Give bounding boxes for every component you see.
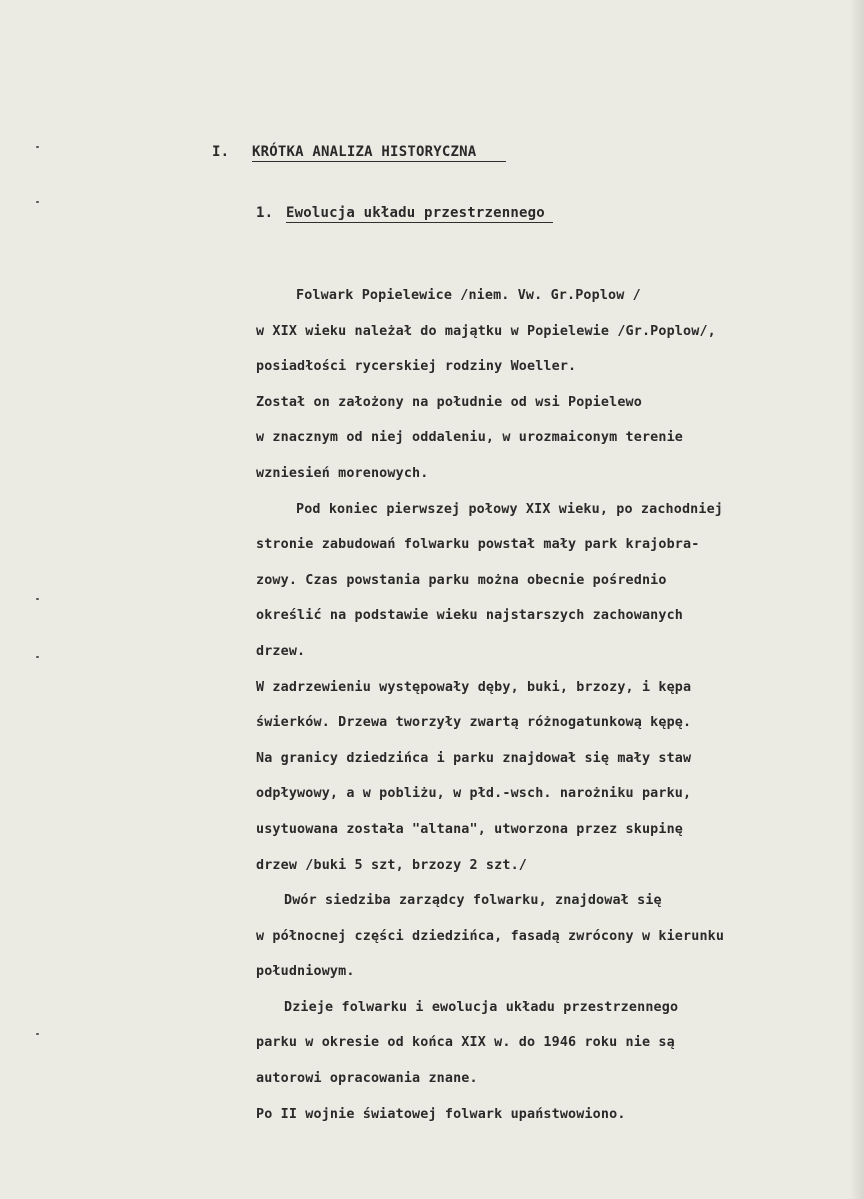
text-line: Dzieje folwarku i ewolucja układu przestrzennego <box>284 999 679 1015</box>
margin-mark <box>36 1033 39 1035</box>
text-line: W zadrzewieniu występowały dęby, buki, brzozy, i kępa <box>256 679 692 695</box>
text-line: w XIX wieku należał do majątku w Popielewie /Gr.Poplow/, <box>256 323 716 339</box>
subsection-heading <box>256 205 553 221</box>
body-text <box>256 278 856 1132</box>
text-line: określić na podstawie wieku najstarszych zachowanych <box>256 608 684 624</box>
margin-mark <box>36 598 39 600</box>
text-line: Został on założony na południe od wsi Popielewo <box>256 394 642 410</box>
text-line: Pod koniec pierwszej połowy XIX wieku, po zachodniej <box>296 501 724 517</box>
text-line: zowy. Czas powstania parku można obecnie pośrednio <box>256 572 667 588</box>
text-line: drzew /buki 5 szt, brzozy 2 szt./ <box>256 857 527 873</box>
text-line: w północnej części dziedzińca, fasadą zwrócony w kierunku <box>256 928 725 944</box>
text-line: stronie zabudowań folwarku powstał mały park krajobra- <box>256 537 700 553</box>
text-line: posiadłości rycerskiej rodziny Woeller. <box>256 359 577 375</box>
text-line: parku w okresie od końca XIX w. do 1946 roku nie są <box>256 1035 675 1051</box>
section-number: I. <box>212 144 230 160</box>
subsection-number: 1. <box>256 205 274 221</box>
section-heading <box>212 144 506 160</box>
text-line: wzniesień morenowych. <box>256 465 429 481</box>
text-line: drzew. <box>256 643 306 659</box>
text-line: południowym. <box>256 964 355 980</box>
text-line: usytuowana została "altana", utworzona przez skupinę <box>256 821 684 837</box>
margin-mark <box>36 656 39 658</box>
subsection-title: Ewolucja układu przestrzennego <box>286 205 553 223</box>
text-line: odpływowy, a w pobliżu, w płd.-wsch. narożniku parku, <box>256 786 692 802</box>
text-line: Folwark Popielewice /niem. Vw. Gr.Poplow / <box>296 288 641 303</box>
text-line: autorowi opracowania znane. <box>256 1071 478 1087</box>
margin-mark <box>36 201 39 203</box>
text-line: Na granicy dziedzińca i parku znajdował się mały staw <box>256 750 692 766</box>
text-line: Dwór siedziba zarządcy folwarku, znajdował się <box>284 893 662 909</box>
margin-mark <box>36 146 39 148</box>
section-title: KRÓTKA ANALIZA HISTORYCZNA <box>252 144 506 162</box>
text-line: świerków. Drzewa tworzyły zwartą różnogatunkową kępę. <box>256 715 692 731</box>
text-line: w znacznym od niej oddaleniu, w urozmaiconym terenie <box>256 430 684 446</box>
text-line: Po II wojnie światowej folwark upaństwowiono. <box>256 1106 626 1122</box>
